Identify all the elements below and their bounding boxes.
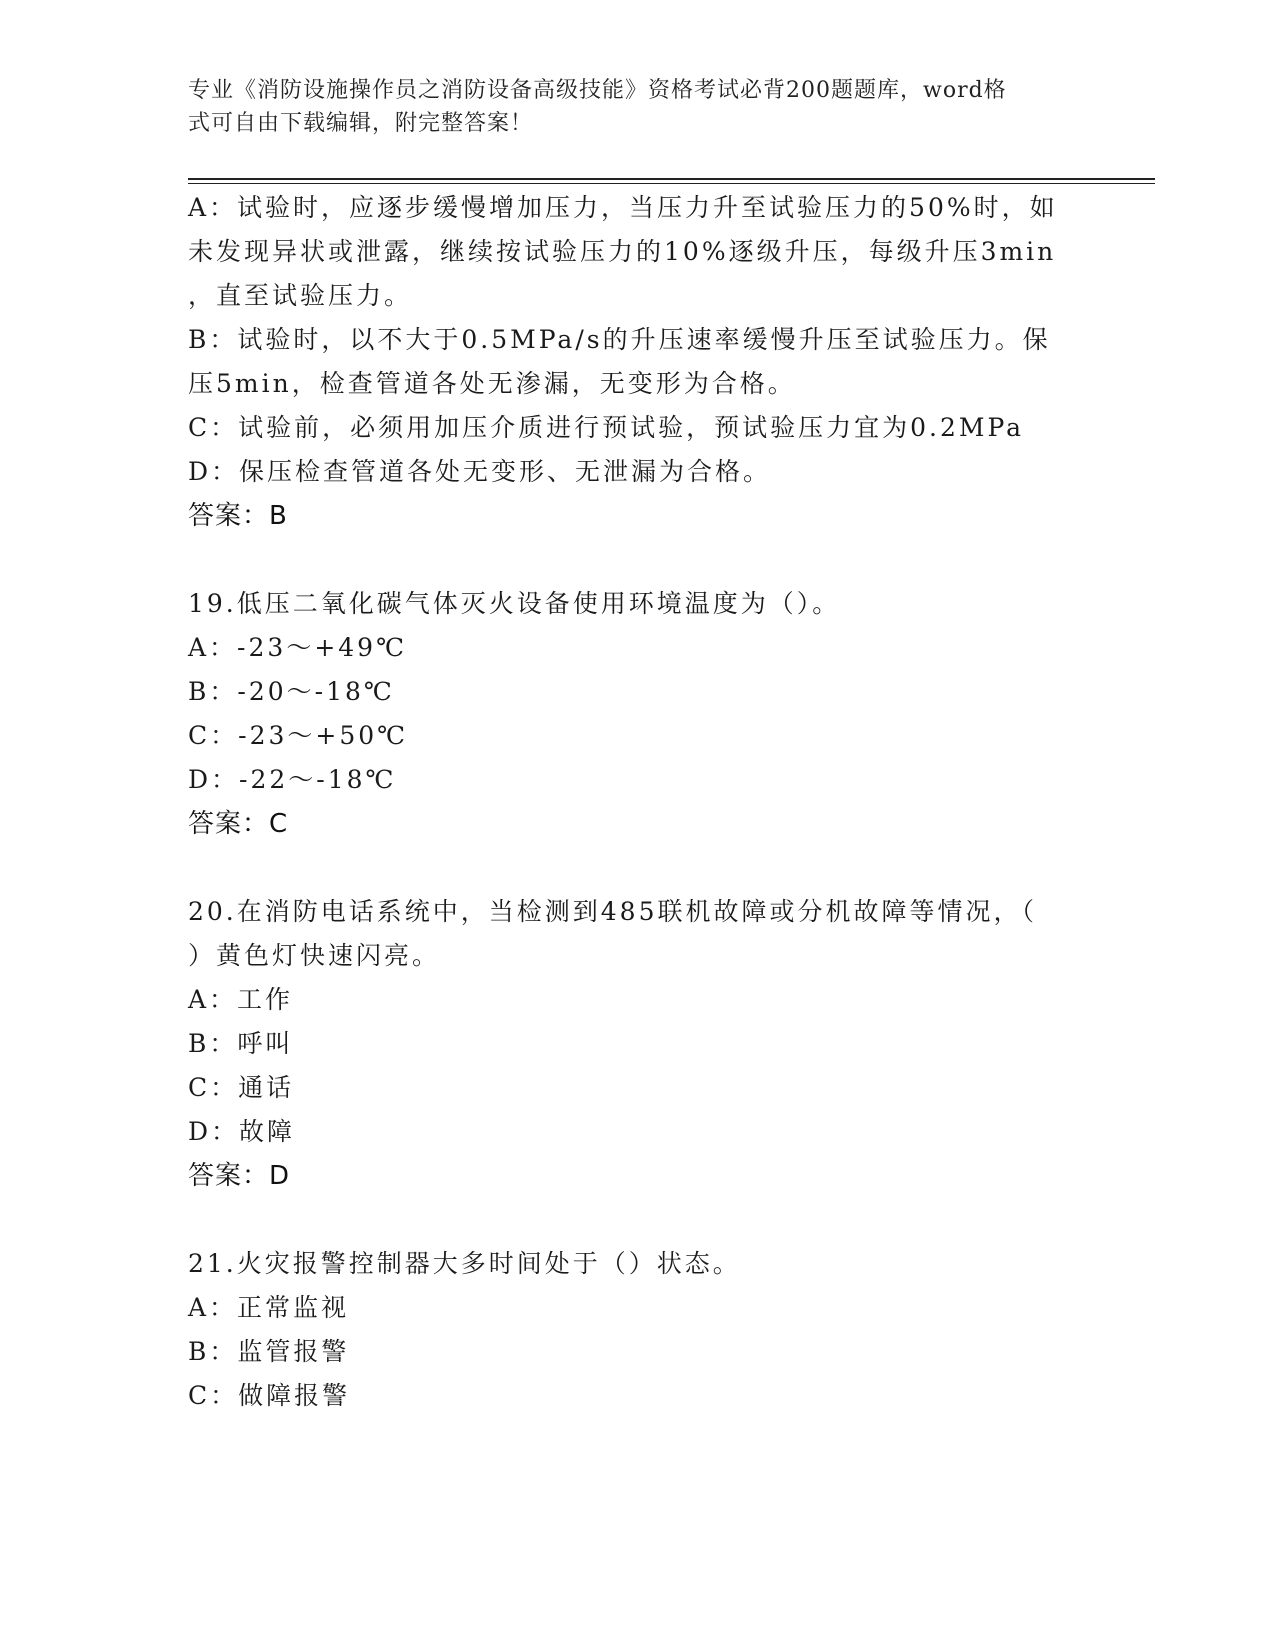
q21-option-b: B：监管报警 bbox=[188, 1337, 350, 1366]
q18-option-d: D：保压检查管道各处无变形、无泄漏为合格。 bbox=[188, 457, 772, 486]
q20-option-d: D：故障 bbox=[188, 1117, 296, 1146]
q18-option-a-line-3: ，直至试验压力。 bbox=[188, 281, 413, 310]
header-line-2: 式可自由下载编辑，附完整答案！ bbox=[188, 111, 534, 136]
q20-answer: 答案：D bbox=[188, 1161, 291, 1191]
header-divider-thick bbox=[188, 178, 1155, 180]
q20-option-a: A：工作 bbox=[188, 985, 294, 1014]
q19-option-c: C：-23～+50℃ bbox=[188, 721, 409, 750]
q19-option-a: A：-23～+49℃ bbox=[188, 633, 408, 662]
q18-option-b-line-1: B：试验时，以不大于0.5MPa/s的升压速率缓慢升压至试验压力。保 bbox=[188, 325, 1051, 354]
q19-option-d: D：-22～-18℃ bbox=[188, 765, 397, 794]
q20-option-c: C：通话 bbox=[188, 1073, 295, 1102]
q20-stem-line-1: 20.在消防电话系统中，当检测到485联机故障或分机故障等情况，（ bbox=[188, 897, 1037, 926]
q18-option-b-line-2: 压5min，检查管道各处无渗漏，无变形为合格。 bbox=[188, 369, 796, 398]
q18-option-a-line-1: A：试验时，应逐步缓慢增加压力，当压力升至试验压力的50%时，如 bbox=[188, 193, 1058, 222]
header-line-1: 专业《消防设施操作员之消防设备高级技能》资格考试必背200题题库，word格 bbox=[188, 78, 1007, 103]
document-header bbox=[188, 74, 1068, 140]
q19-option-b: B：-20～-18℃ bbox=[188, 677, 395, 706]
q21-option-c: C：做障报警 bbox=[188, 1381, 351, 1410]
q18-option-c: C：试验前，必须用加压介质进行预试验，预试验压力宜为0.2MPa bbox=[188, 413, 1025, 442]
q21-stem: 21.火灾报警控制器大多时间处于（）状态。 bbox=[188, 1249, 741, 1278]
q18-answer: 答案：B bbox=[188, 501, 288, 531]
q20-stem-line-2: ）黄色灯快速闪亮。 bbox=[188, 941, 441, 970]
q18-option-a-line-2: 未发现异状或泄露，继续按试验压力的10%逐级升压，每级升压3min bbox=[188, 237, 1057, 266]
q19-stem: 19.低压二氧化碳气体灭火设备使用环境温度为（）。 bbox=[188, 589, 841, 618]
q21-option-a: A：正常监视 bbox=[188, 1293, 350, 1322]
q20-option-b: B：呼叫 bbox=[188, 1029, 294, 1058]
q19-answer: 答案：C bbox=[188, 809, 289, 839]
header-divider-thin bbox=[188, 183, 1155, 184]
